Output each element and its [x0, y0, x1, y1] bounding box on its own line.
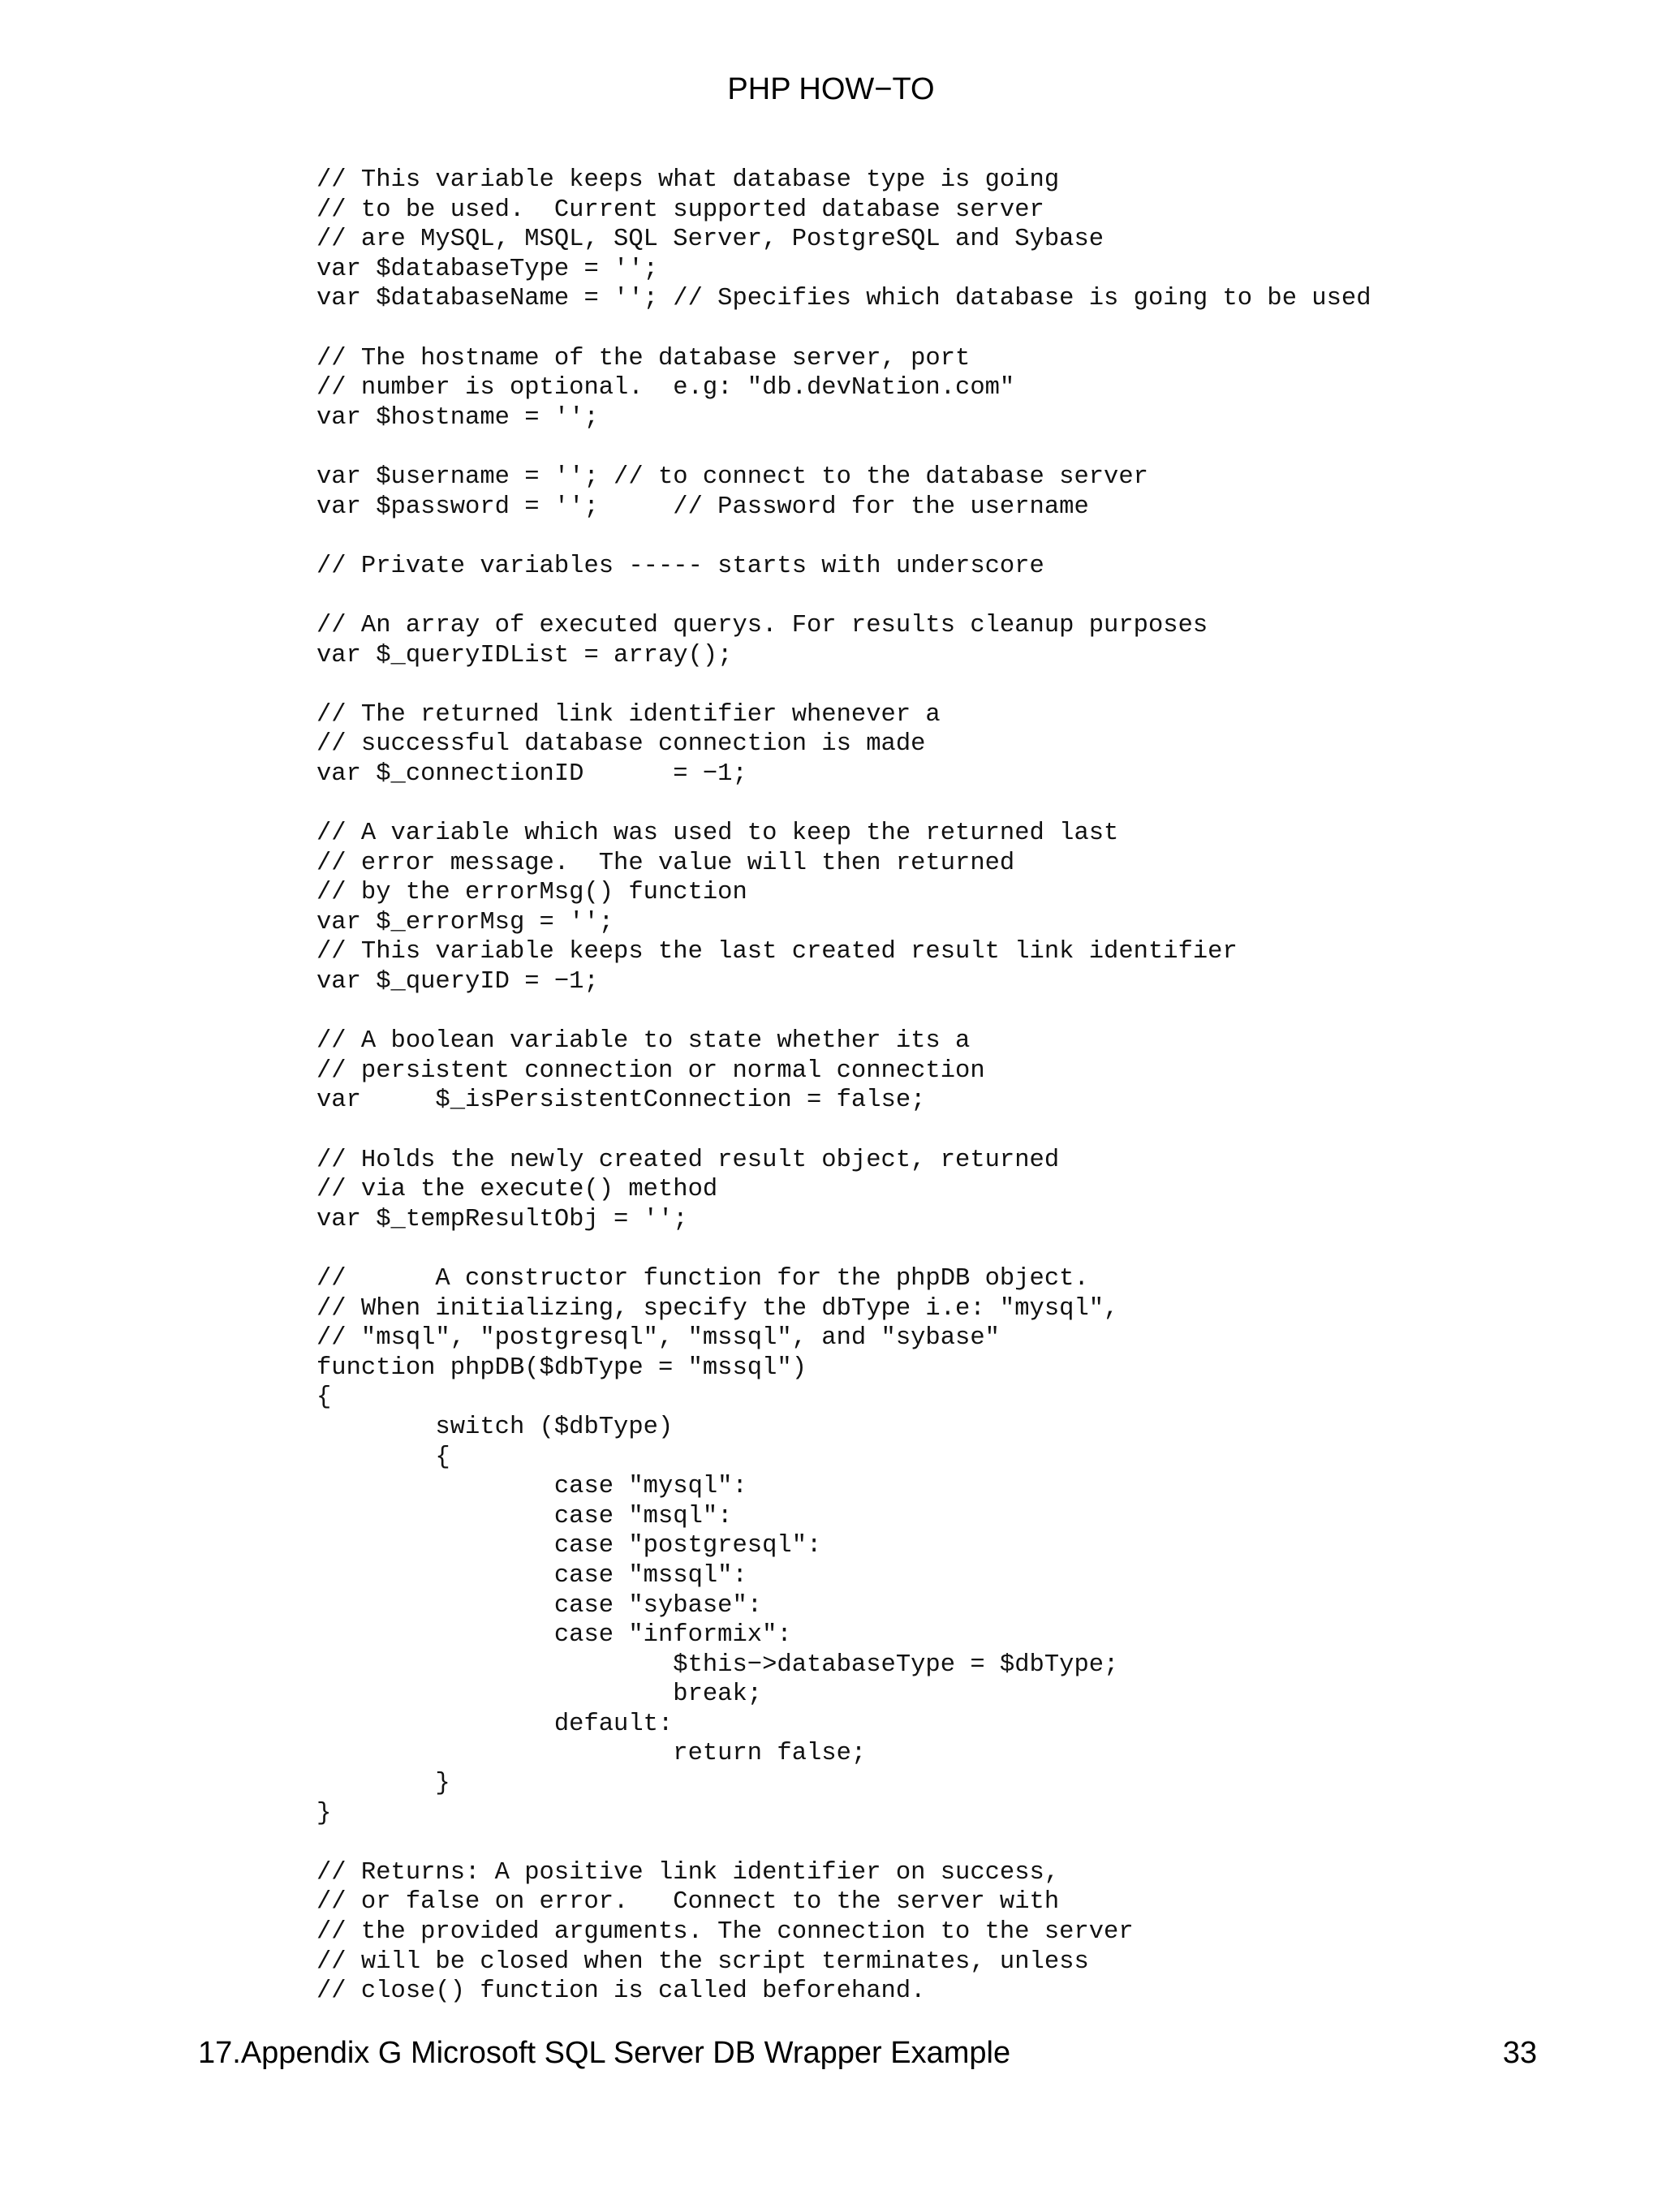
code-line: // Returns: A positive link identifier on success,: [316, 1858, 1060, 1887]
code-line: // A variable which was used to keep the returned last: [316, 820, 1119, 848]
code-line: // A constructor function for the phpDB object.: [316, 1264, 1089, 1293]
code-line: var $_tempResultObj = '';: [316, 1205, 688, 1233]
code-line: // "msql", "postgresql", "mssql", and "sybase": [316, 1324, 1000, 1353]
code-line: var $_queryIDList = array();: [316, 641, 733, 669]
code-line: {: [316, 1443, 450, 1471]
code-line: case "informix":: [316, 1621, 792, 1650]
code-line: [316, 670, 1371, 700]
code-line: // Holds the newly created result object, returned: [316, 1146, 1060, 1174]
code-line: // The returned link identifier whenever a: [316, 700, 941, 729]
code-line: // The hostname of the database server, port: [316, 344, 971, 372]
code-line: // will be closed when the script terminates, unless: [316, 1947, 1089, 1976]
code-line: // or false on error. Connect to the server with: [316, 1888, 1060, 1917]
code-line: {: [316, 1384, 332, 1412]
code-line: // This variable keeps what database type is going: [316, 166, 1060, 194]
code-line: return false;: [316, 1740, 867, 1768]
code-line: [316, 433, 1371, 463]
code-line: // error message. The value will then returned: [316, 849, 1015, 877]
code-line: // persistent connection or normal connection: [316, 1057, 985, 1085]
code-line: [316, 997, 1371, 1027]
code-line: // When initializing, specify the dbType i.e: "mysql",: [316, 1294, 1119, 1323]
code-line: // close() function is called beforehand.: [316, 1977, 926, 2006]
code-line: // Private variables ----- starts with underscore: [316, 552, 1044, 580]
code-line: var $_errorMsg = '';: [316, 908, 614, 936]
code-line: // successful database connection is made: [316, 730, 926, 759]
chapter-title: 17.Appendix G Microsoft SQL Server DB Wrapper Example: [198, 2036, 1011, 2070]
code-line: var $hostname = '';: [316, 403, 599, 432]
code-line: [316, 1234, 1371, 1264]
code-line: // A boolean variable to state whether its a: [316, 1027, 971, 1056]
page-header: [0, 68, 1662, 110]
code-line: [316, 789, 1371, 819]
code-line: var $_isPersistentConnection = false;: [316, 1087, 926, 1115]
page-number: 33: [1502, 2036, 1537, 2070]
code-line: }: [316, 1799, 332, 1827]
code-line: case "msql":: [316, 1502, 733, 1530]
code-line: default:: [316, 1710, 674, 1738]
code-line: [316, 1116, 1371, 1146]
code-line: [316, 581, 1371, 611]
code-line: // This variable keeps the last created result link identifier: [316, 938, 1238, 966]
code-line: var $username = ''; // to connect to the database server: [316, 463, 1148, 491]
code-line: case "mysql":: [316, 1473, 747, 1501]
code-line: // by the errorMsg() function: [316, 879, 747, 907]
code-line: switch ($dbType): [316, 1413, 674, 1441]
code-line: break;: [316, 1681, 763, 1709]
code-listing: [316, 166, 1371, 2007]
code-line: // An array of executed querys. For results cleanup purposes: [316, 611, 1208, 639]
code-line: case "postgresql":: [316, 1532, 822, 1560]
code-line: // to be used. Current supported database server: [316, 196, 1044, 224]
code-line: var $password = ''; // Password for the username: [316, 493, 1089, 521]
code-line: // number is optional. e.g: "db.devNation.com": [316, 374, 1015, 402]
code-line: [316, 1828, 1371, 1858]
code-line: case "sybase":: [316, 1591, 763, 1620]
code-line: // the provided arguments. The connection to the server: [316, 1918, 1134, 1947]
code-line: [316, 522, 1371, 552]
code-line: }: [316, 1770, 450, 1798]
code-line: $this−>databaseType = $dbType;: [316, 1650, 1119, 1679]
code-line: var $_connectionID = −1;: [316, 760, 747, 788]
page-title: PHP HOW−TO: [727, 72, 935, 106]
code-line: var $databaseType = '';: [316, 255, 658, 283]
code-line: case "mssql":: [316, 1561, 747, 1590]
code-line: // via the execute() method: [316, 1176, 718, 1204]
code-line: function phpDB($dbType = "mssql"): [316, 1353, 807, 1382]
code-line: var $_queryID = −1;: [316, 968, 599, 996]
code-line: // are MySQL, MSQL, SQL Server, PostgreSQL and Sybase: [316, 226, 1104, 254]
code-line: var $databaseName = ''; // Specifies which database is going to be used: [316, 285, 1371, 313]
code-line: [316, 314, 1371, 344]
